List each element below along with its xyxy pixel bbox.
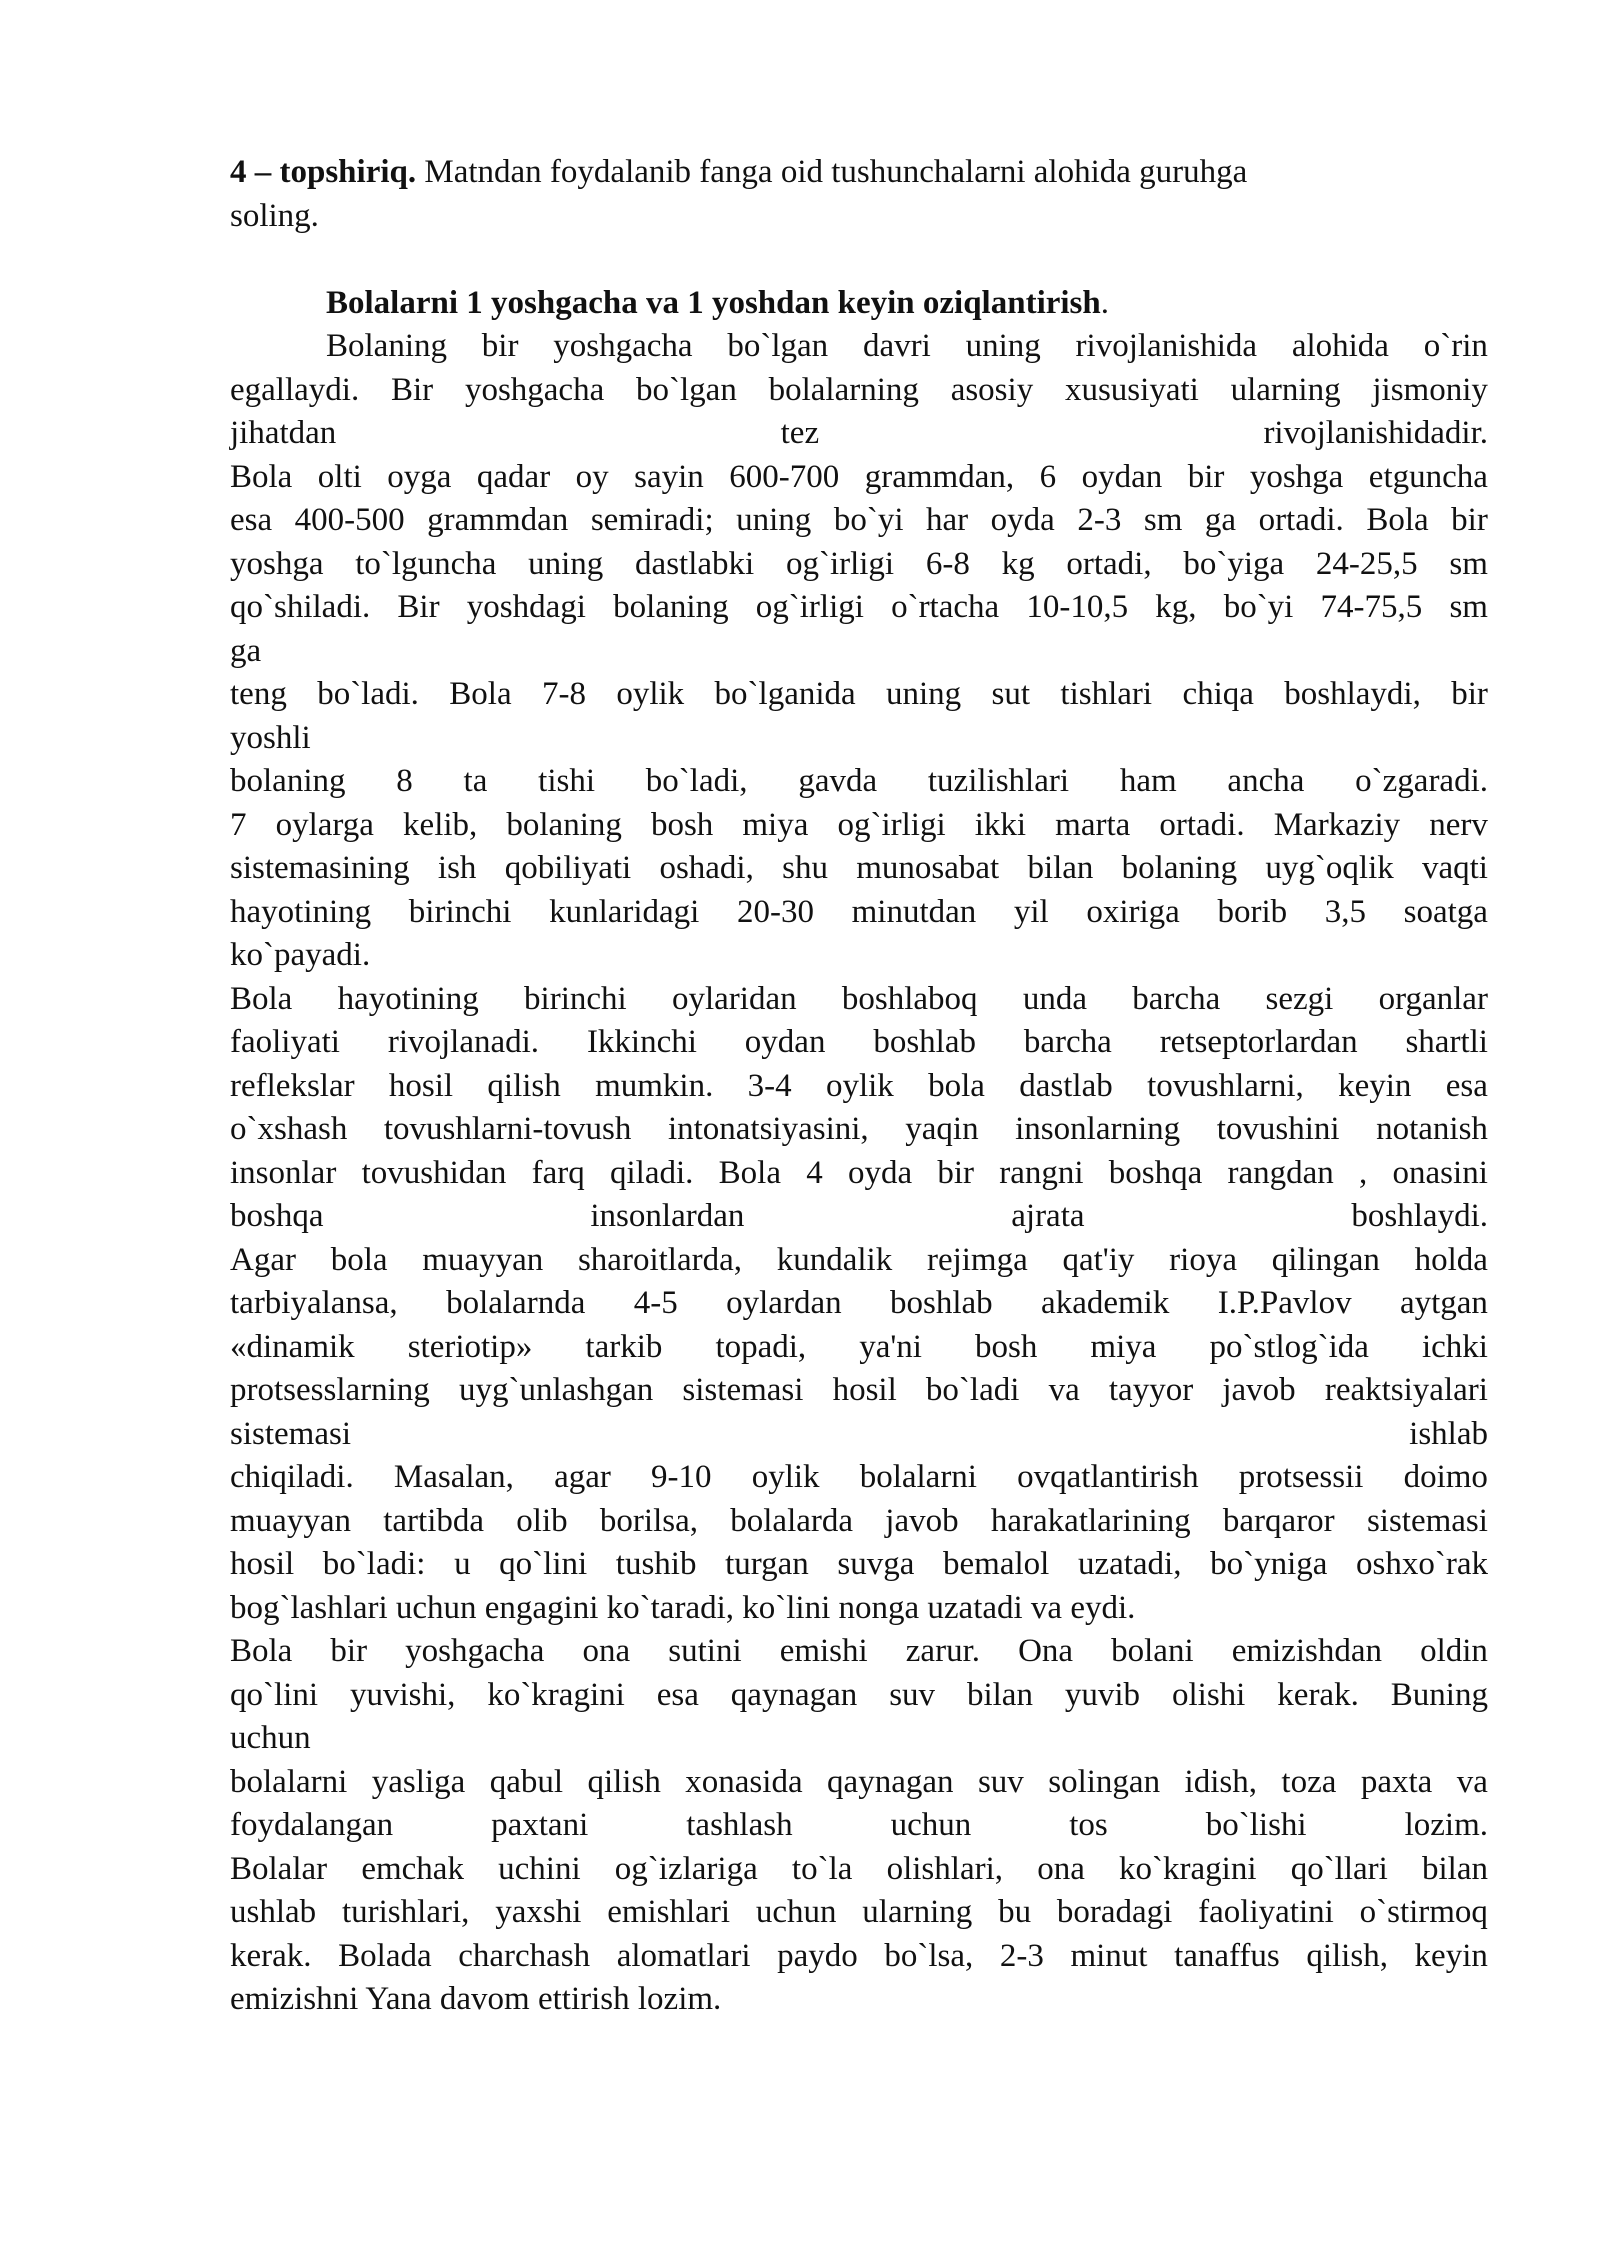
text-line: Bola hayotining birinchi oylaridan boshlaboq unda barcha sezgi organlar [230, 980, 1488, 1017]
text-line: ga [230, 632, 262, 669]
text-line: «dinamik steriotip» tarkib topadi, ya'ni bosh miya po`stlog`ida ichki [230, 1328, 1488, 1365]
section-heading [230, 282, 1488, 326]
text-line: chiqiladi. Masalan, agar 9-10 oylik bolalarni ovqatlantirish protsessii doimo [230, 1459, 1488, 1495]
text-line: esa 400-500 grammdan semiradi; uning bo`yi har oyda 2-3 sm ga ortadi. Bola bir [230, 502, 1488, 538]
text-line: bog`lashlari uchun engagini ko`taradi, ko`lini nonga uzatadi va eydi. [230, 1589, 1136, 1626]
document-body [230, 151, 1488, 2022]
text-line: Bola bir yoshgacha ona sutini emishi zarur. Ona bolani emizishdan oldin [230, 1633, 1488, 1669]
task-dash: – [254, 154, 272, 190]
task-label: topshiriq. [279, 154, 417, 190]
task-heading-line [230, 151, 1488, 195]
text-line: jihatdan tez rivojlanishidadir. [230, 415, 1488, 451]
text-line: 7 oylarga kelib, bolaning bosh miya og`irligi ikki marta ortadi. Markaziy nerv [230, 806, 1488, 843]
task-instruction-continued [230, 195, 1488, 239]
text-line: hayotining birinchi kunlaridagi 20-30 minutdan yil oxiriga borib 3,5 soatga [230, 893, 1488, 930]
text-line: tarbiyalansa, bolalarnda 4-5 oylardan boshlab akademik I.P.Pavlov aytgan [230, 1285, 1488, 1321]
text-line: uchun [230, 1720, 311, 1756]
text-line: protsesslarning uyg`unlashgan sistemasi hosil bo`ladi va tayyor javob reaktsiyalari [230, 1372, 1488, 1408]
text-line: hosil bo`ladi: u qo`lini tushib turgan suvga bemalol uzatadi, bo`yniga oshxo`rak [230, 1546, 1488, 1582]
text-line: reflekslar hosil qilish mumkin. 3-4 oylik bola dastlab tovushlarni, keyin esa [230, 1067, 1488, 1104]
text-line: emizishni Yana davom ettirish lozim. [230, 1981, 722, 2017]
text-line: Bolalar emchak uchini og`izlariga to`la olishlari, ona ko`kragini qo`llari bilan [230, 1850, 1488, 1887]
spacer [230, 238, 1488, 282]
text-line: teng bo`ladi. Bola 7-8 oylik bo`lganida uning sut tishlari chiqa boshlaydi, bir [230, 676, 1488, 712]
text-line: kerak. Bolada charchash alomatlari paydo bo`lsa, 2-3 minut tanaffus qilish, keyin [230, 1937, 1488, 1974]
text-line: muayyan tartibda olib borilsa, bolalarda javob harakatlarining barqaror sistemasi [230, 1502, 1488, 1539]
text-line: yoshga to`lguncha uning dastlabki og`irligi 6-8 kg ortadi, bo`yiga 24-25,5 sm [230, 545, 1488, 582]
text-line: qo`lini yuvishi, ko`kragini esa qaynagan suv bilan yuvib olishi kerak. Buning [230, 1676, 1488, 1713]
text-line: bolalarni yasliga qabul qilish xonasida qaynagan suv solingan idish, toza paxta va [230, 1763, 1488, 1800]
text-line: o`xshash tovushlarni-tovush intonatsiyasini, yaqin insonlarning tovushini notanish [230, 1111, 1488, 1147]
text-line: Bola olti oyga qadar oy sayin 600-700 grammdan, 6 oydan bir yoshga etguncha [230, 458, 1488, 495]
body-paragraphs [230, 325, 1488, 2022]
text-line: bolaning 8 ta tishi bo`ladi, gavda tuzilishlari ham ancha o`zgaradi. [230, 763, 1488, 799]
text-line: Agar bola muayyan sharoitlarda, kundalik rejimga qat'iy rioya qilingan holda [230, 1241, 1488, 1278]
text-line: foydalangan paxtani tashlash uchun tos bo`lishi lozim. [230, 1807, 1488, 1843]
text-line: egallaydi. Bir yoshgacha bo`lgan bolalarning asosiy xususiyati ularning jismoniy [230, 371, 1488, 408]
text-line: qo`shiladi. Bir yoshdagi bolaning og`irligi o`rtacha 10-10,5 kg, bo`yi 74-75,5 sm [230, 589, 1488, 625]
text-line: faoliyati rivojlanadi. Ikkinchi oydan boshlab barcha retseptorlardan shartli [230, 1024, 1488, 1060]
section-heading-period: . [1100, 284, 1109, 321]
task-instruction-end: soling. [230, 197, 319, 234]
text-line: yoshli [230, 719, 311, 756]
section-heading-text: Bolalarni 1 yoshgacha va 1 yoshdan keyin oziqlantirish [326, 284, 1101, 321]
text-line: ushlab turishlari, yaxshi emishlari uchun ularning bu boradagi faoliyatini o`stirmoq [230, 1894, 1488, 1930]
task-number: 4 [230, 154, 247, 190]
text-line: boshqa insonlardan ajrata boshlaydi. [230, 1198, 1488, 1234]
text-line: Bolaning bir yoshgacha bo`lgan davri uning rivojlanishida alohida o`rin [326, 328, 1488, 364]
text-line: ko`payadi. [230, 937, 371, 973]
task-instruction: Matndan foydalanib fanga oid tushunchalarni alohida guruhga [424, 154, 1248, 190]
text-line: insonlar tovushidan farq qiladi. Bola 4 oyda bir rangni boshqa rangdan , onasini [230, 1154, 1488, 1191]
text-line: sistemasining ish qobiliyati oshadi, shu munosabat bilan bolaning uyg`oqlik vaqti [230, 850, 1488, 886]
text-line: sistemasi ishlab [230, 1415, 1488, 1452]
